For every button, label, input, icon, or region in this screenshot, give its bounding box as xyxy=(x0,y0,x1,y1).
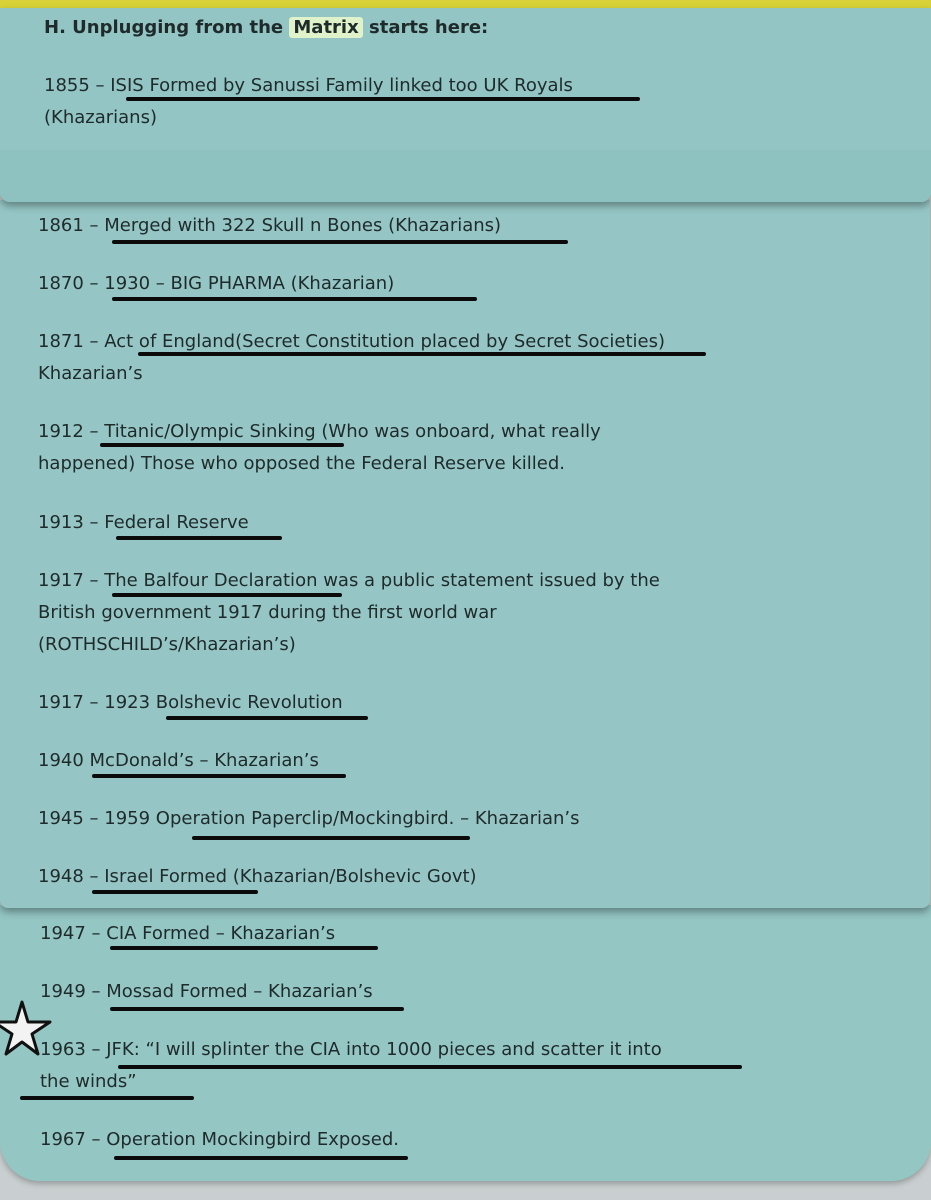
entry-1917-1923: 1917 – 1923 Bolshevic Revolution xyxy=(38,692,343,713)
underline xyxy=(116,536,282,540)
underline xyxy=(192,836,470,840)
entry-1947: 1947 – CIA Formed – Khazarian’s xyxy=(40,923,336,944)
underline xyxy=(20,1096,194,1100)
heading-highlight-matrix: Matrix xyxy=(289,17,362,38)
entry-1917-line2: British government 1917 during the first world war xyxy=(38,602,497,623)
entry-1917-line3: (ROTHSCHILD’s/Khazarian’s) xyxy=(38,634,296,655)
entry-1871-line1: 1871 – Act of England(Secret Constitution placed by Secret Societies) xyxy=(38,331,666,352)
underline xyxy=(126,97,640,101)
entry-1945-1959: 1945 – 1959 Operation Paperclip/Mockingbird. – Khazarian’s xyxy=(38,808,580,829)
heading-suffix: starts here: xyxy=(369,17,489,38)
entry-1912-line2: happened) Those who opposed the Federal Reserve killed. xyxy=(38,453,566,474)
entry-1855-line2: (Khazarians) xyxy=(44,107,157,128)
entry-1948: 1948 – Israel Formed (Khazarian/Bolshevic Govt) xyxy=(38,866,477,887)
entry-1912-line1: 1912 – Titanic/Olympic Sinking (Who was onboard, what really xyxy=(38,421,601,442)
underline xyxy=(166,716,368,720)
underline xyxy=(112,593,342,597)
entry-1963-line1: 1963 – JFK: “I will splinter the CIA into 1000 pieces and scatter it into xyxy=(40,1039,662,1060)
entry-1871-line2: Khazarian’s xyxy=(38,363,143,384)
entry-1949: 1949 – Mossad Formed – Khazarian’s xyxy=(40,981,373,1002)
underline xyxy=(100,443,344,447)
card-band xyxy=(0,150,931,202)
underline xyxy=(118,1065,742,1069)
underline xyxy=(114,1156,408,1160)
section-heading xyxy=(44,12,488,44)
underline xyxy=(110,1007,404,1011)
star-icon xyxy=(0,998,56,1062)
entry-1940: 1940 McDonald’s – Khazarian’s xyxy=(38,750,319,771)
entry-1967: 1967 – Operation Mockingbird Exposed. xyxy=(40,1129,399,1150)
entry-1861: 1861 – Merged with 322 Skull n Bones (Khazarians) xyxy=(38,215,502,236)
entry-1917-line1: 1917 – The Balfour Declaration was a public statement issued by the xyxy=(38,570,660,591)
underline xyxy=(110,946,378,950)
entry-1855-line1: 1855 – ISIS Formed by Sanussi Family linked too UK Royals xyxy=(44,75,573,96)
underline xyxy=(112,240,568,244)
underline xyxy=(112,297,477,301)
entry-1913: 1913 – Federal Reserve xyxy=(38,512,249,533)
entry-1870: 1870 – 1930 – BIG PHARMA (Khazarian) xyxy=(38,273,395,294)
entry-1963-line2: the winds” xyxy=(40,1071,137,1092)
heading-prefix: H. Unplugging from the xyxy=(44,17,284,38)
underline xyxy=(138,352,706,356)
card-timeline xyxy=(0,200,930,908)
underline xyxy=(92,890,258,894)
underline xyxy=(92,774,346,778)
